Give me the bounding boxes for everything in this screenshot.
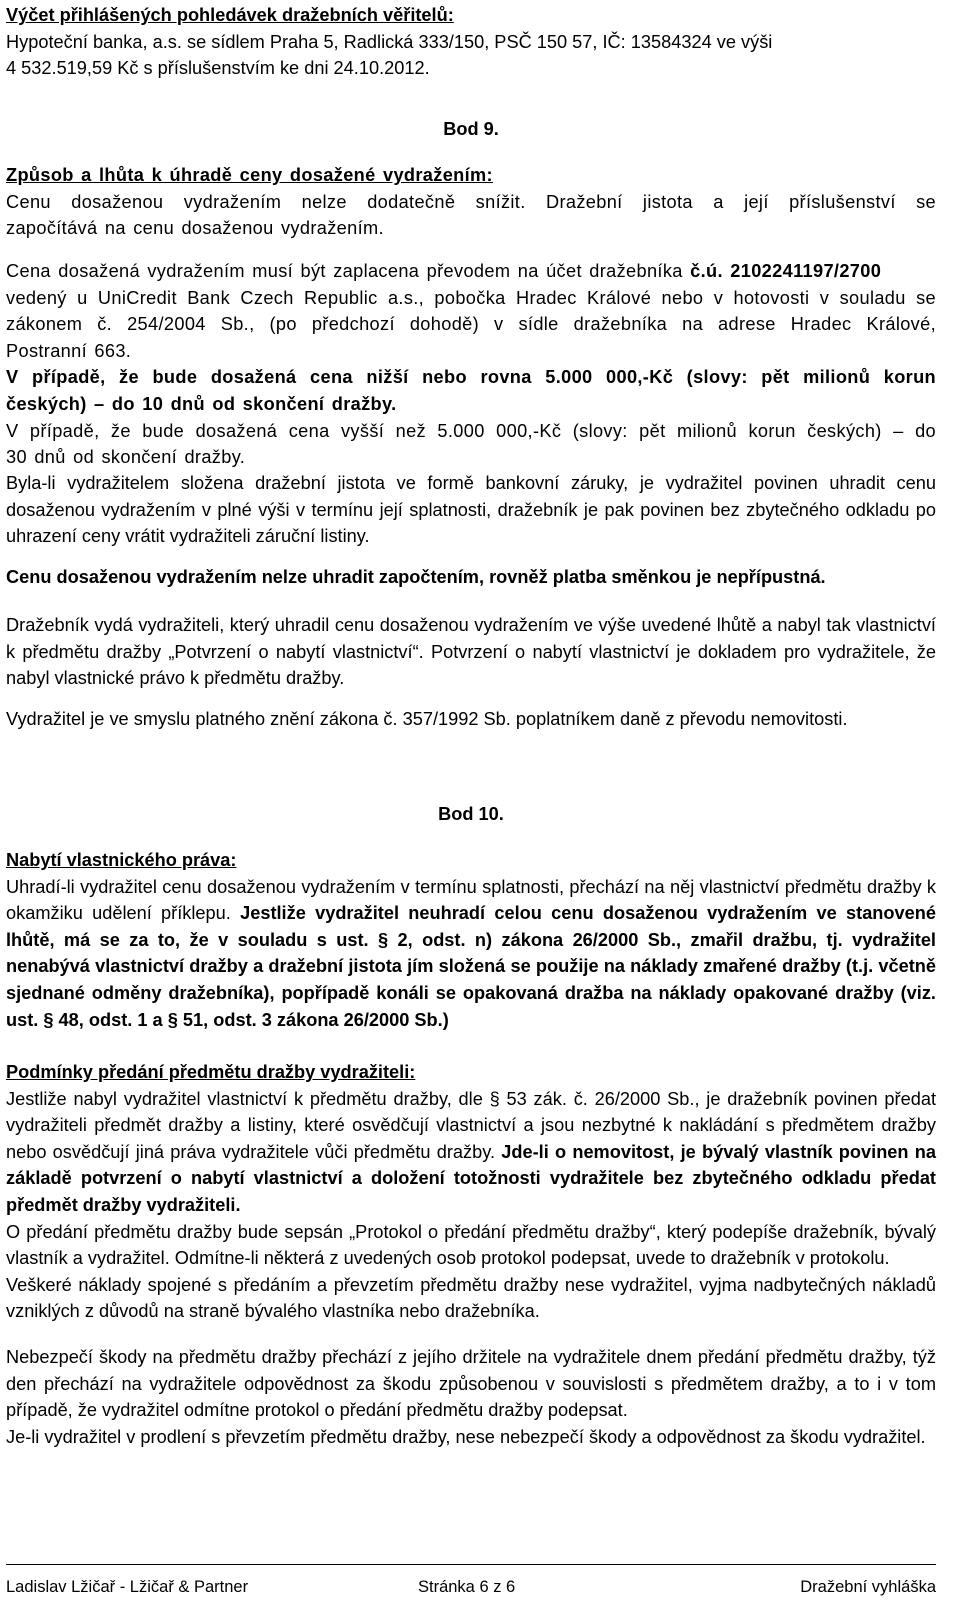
bod9-p2-line-2: vedený u UniCredit Bank Czech Republic a.s., pobočka Hradec Králové nebo v hotovosti v souladu se xyxy=(6,287,936,308)
bod9-heading: Způsob a lhůta k úhradě ceny dosažené vydražením: xyxy=(6,165,493,185)
bod10-title: Bod 10. xyxy=(438,804,504,824)
bod9-payment-paragraph xyxy=(6,258,936,471)
bod9-tax-paragraph: Vydražitel je ve smyslu platného znění zákona č. 357/1992 Sb. poplatníkem daně z převodu nemovitosti. xyxy=(6,709,848,729)
footer-document-title: Dražební vyhláška xyxy=(800,1578,936,1596)
bod9-confirmation-paragraph: Dražebník vydá vydražiteli, který uhradil cenu dosaženou vydražením ve výše uvedené lhůtě a nabyl tak vlastnictví k předmětu dražby „Potvrzení o nabytí vlastnictví“. Potvrzení o nabytí vlastnictví je dokladem pro vydražitele, že nabyl vlastnické právo k předmětu dražby. xyxy=(6,615,936,689)
creditors-line-1: Hypoteční banka, a.s. se sídlem Praha 5, Radlická 333/150, PSČ 150 57, IČ: 13584324 ve výši xyxy=(6,31,773,52)
page-footer xyxy=(6,1564,936,1594)
bod10-heading: Nabytí vlastnického práva: xyxy=(6,850,237,870)
bod10-ownership-section xyxy=(6,847,936,1033)
bod9-p4-line-2: 30 dnů od skončení dražby. xyxy=(6,447,246,468)
bod9-offset-paragraph: Cenu dosaženou vydražením nelze uhradit započtením, rovněž platba směnkou je nepřípustná. xyxy=(6,567,826,587)
handover-section xyxy=(6,1059,936,1325)
handover-heading: Podmínky předání předmětu dražby vydražiteli: xyxy=(6,1062,416,1082)
bod9-guarantee-paragraph: Byla-li vydražitelem složena dražební jistota ve formě bankovní záruky, je vydražitel povinen uhradit cenu dosaženou vydražením v plné výši v termínu její splatnosti, dražebník je pak povinen bez zbytečného odkladu po uhrazení ceny vrátit vydražiteli záruční listiny. xyxy=(6,473,936,547)
footer-divider xyxy=(6,1564,936,1565)
bod9-title: Bod 9. xyxy=(443,119,499,139)
damage-risk-paragraph: Nebezpečí škody na předmětu dražby přechází z jejího držitele na vydražitele dnem předání předmětu dražby, týž den přechází na vydražitele odpovědnost za škodu způsobenou v souvislosti s předmětem dražby, a to i v tom případě, že vydražitel odmítne protokol o předání předmětu dražby podepsat. xyxy=(6,1347,936,1421)
creditors-line-2: 4 532.519,59 Kč s příslušenstvím ke dni 24.10.2012. xyxy=(6,58,430,79)
bod9-p3-line-2: českých) – do 10 dnů od skončení dražby. xyxy=(6,393,397,414)
footer-author: Ladislav Lžičař - Lžičař & Partner xyxy=(6,1578,249,1596)
handover-costs-paragraph: Veškeré náklady spojené s předáním a převzetím předmětu dražby nese vydražitel, vyjma nadbytečných nákladů vzniklých z důvodů na straně bývalého vlastníka nebo dražebníka. xyxy=(6,1274,936,1322)
bod9-p1-line-2: započítává na cenu dosaženou vydražením. xyxy=(6,218,384,239)
handover-p1-normal: Jestliže nabyl vydražitel vlastnictví k předmětu dražby, dle § 53 zák. č. 26/2000 Sb., je dražebník povinen předat vydražiteli předmět dražby a listiny, které osvědčují vlastnictví a jsou nezbytné k nakládání s předmětem dražby nebo osvědčují jiná práva vydražitele vůči předmětu dražby. xyxy=(6,1088,936,1162)
bod9-p2-line-4: Postranní 663. xyxy=(6,340,132,361)
bod9-p1-line-1: Cenu dosaženou vydražením nelze dodatečně snížit. Dražební jistota a její příslušenství se xyxy=(6,191,936,212)
delay-paragraph: Je-li vydražitel v prodlení s převzetím předmětu dražby, nese nebezpečí škody a odpovědnost za škodu vydražitel. xyxy=(6,1426,926,1447)
bod10-p1-bold: Jestliže vydražitel neuhradí celou cenu dosaženou vydražením ve stanovené lhůtě, má se za to, že v souladu s ust. § 2, odst. n) zákona 26/2000 Sb., zmařil dražbu, tj. vydražitel nenabývá vlastnictví dražby a dražební jistota jím složená se použije na náklady zmařené dražby (t.j. včetně sjednané odměny dražebníka), popřípadě konáli se opakovaná dražba na náklady opakované dražby (viz. ust. § 48, odst. 1 a § 51, odst. 3 zákona 26/2000 Sb.) xyxy=(6,903,936,1030)
bod9-p2-line-1a: Cena dosažená vydražením musí být zaplacena převodem na účet dražebníka xyxy=(6,261,691,281)
footer-page-number: Stránka 6 z 6 xyxy=(418,1578,516,1596)
handover-protocol-paragraph: O předání předmětu dražby bude sepsán „Protokol o předání předmětu dražby“, který podepíše dražebník, bývalý vlastník a vydražitel. Odmítne-li některá z uvedených osob protokol podepsat, uvede to dražebník v protokolu. xyxy=(6,1221,936,1269)
bod10-p1-normal: Uhradí-li vydražitel cenu dosaženou vydražením v termínu splatnosti, přechází na něj vlastnictví předmětu dražby k okamžiku udělení příklepu. xyxy=(6,876,936,924)
handover-p1-bold: Jde-li o nemovitost, je bývalý vlastník povinen na základě potvrzení o nabytí vlastnictví a doložení totožnosti vydražitele bez zbytečného odkladu předat předmět dražby vydražiteli. xyxy=(6,1141,936,1215)
bod9-p3-line-1: V případě, že bude dosažená cena nižší nebo rovna 5.000 000,-Kč (slovy: pět milionů korun xyxy=(6,367,936,388)
damage-section xyxy=(6,1344,936,1450)
bod9-section xyxy=(6,162,936,242)
bod9-p2-line-3: zákonem č. 254/2004 Sb., (po předchozí dohodě) v sídle dražebníka na adrese Hradec Králové, xyxy=(6,314,936,335)
creditors-heading: Výčet přihlášených pohledávek dražebních věřitelů: xyxy=(6,5,454,25)
creditors-section xyxy=(6,2,936,82)
bod9-p4-line-1: V případě, že bude dosažená cena vyšší než 5.000 000,-Kč (slovy: pět milionů korun českých) – do xyxy=(6,420,936,441)
bank-account-number: č.ú. 2102241197/2700 xyxy=(690,261,882,281)
